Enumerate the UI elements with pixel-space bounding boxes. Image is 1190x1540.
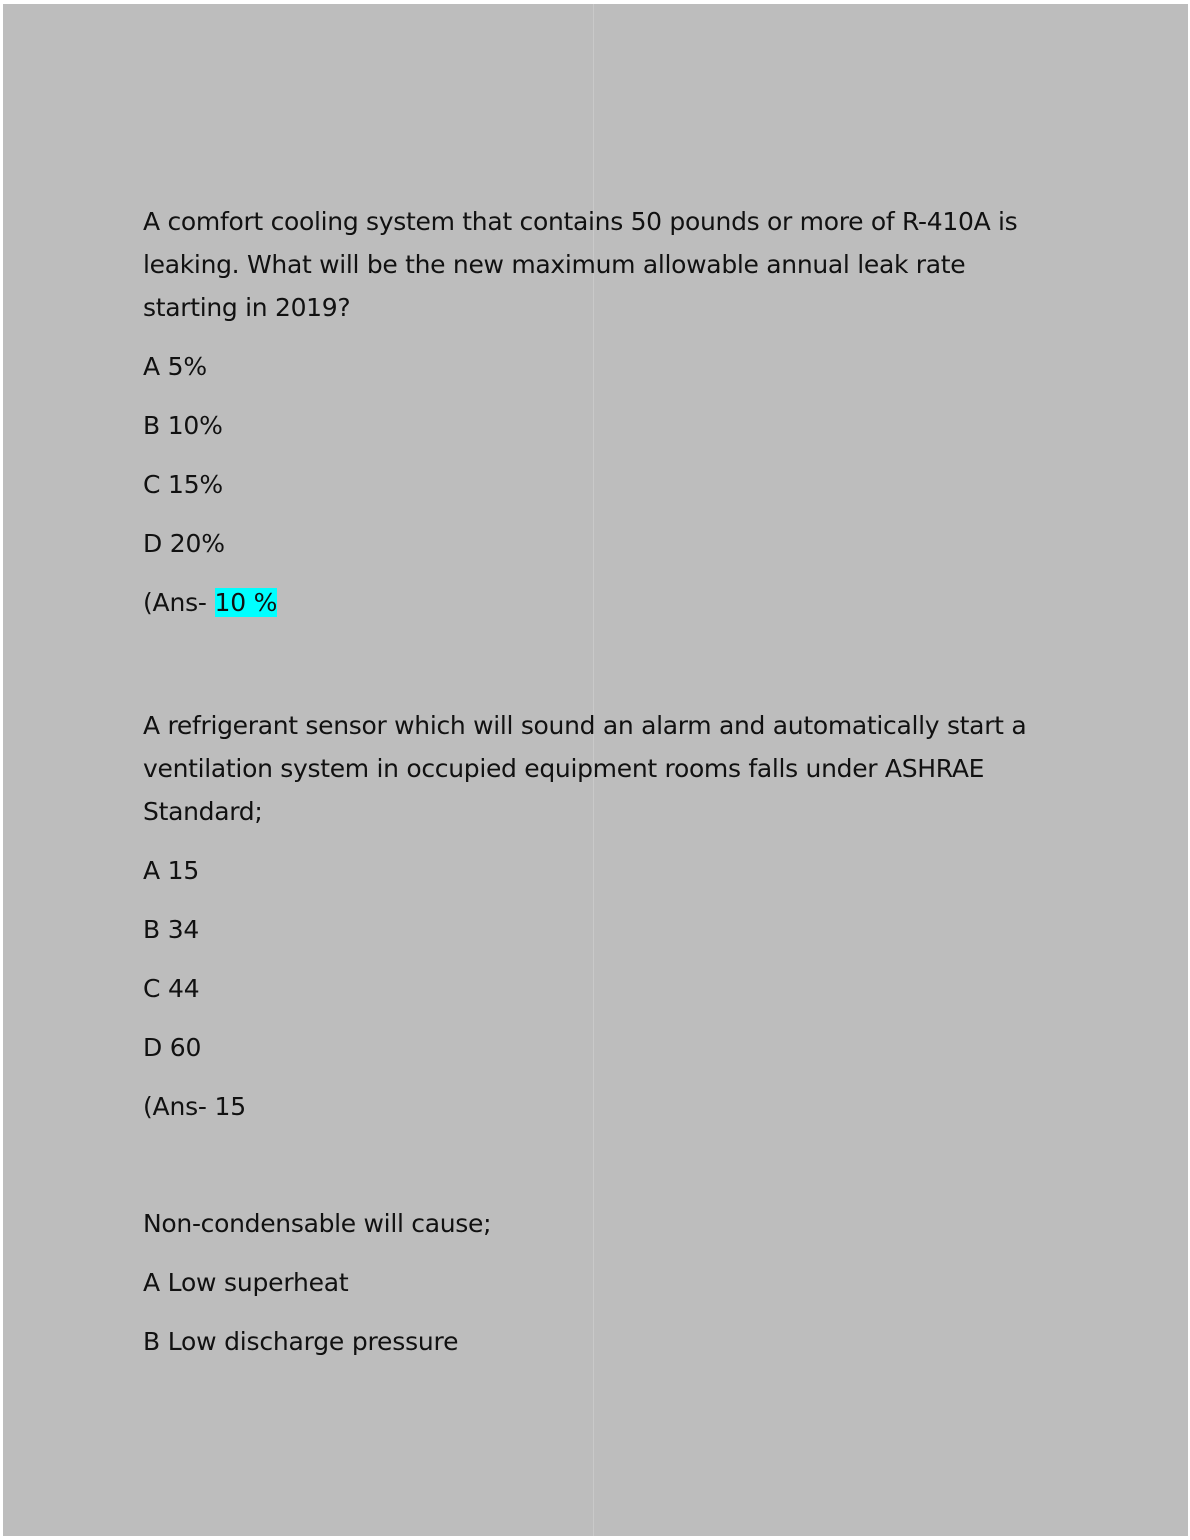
question-1-answer-value-highlighted: 10 % [214, 588, 278, 617]
question-1-answer [143, 573, 1063, 632]
question-1-option-b: B 10% [143, 411, 223, 440]
question-2-text: A refrigerant sensor which will sound an alarm and automatically start a ventilation system in occupied equipment rooms falls under ASHRAE Standard; [143, 711, 1027, 826]
question-1-option-c: C 15% [143, 470, 223, 499]
question-3-options [143, 1253, 1063, 1371]
document-page [3, 4, 1188, 1536]
question-2-option-c: C 44 [143, 974, 200, 1003]
question-2-option-a: A 15 [143, 856, 200, 885]
question-1-text: A comfort cooling system that contains 50 pounds or more of R-410A is leaking. What will be the new maximum allowable annual leak rate starting in 2019? [143, 207, 1018, 322]
question-2-options [143, 841, 1063, 1136]
question-2-answer-value: 15 [214, 1092, 246, 1121]
question-1-options [143, 337, 1063, 632]
question-3-option-a: A Low superheat [143, 1268, 349, 1297]
question-3-text: Non-condensable will cause; [143, 1209, 492, 1238]
question-1-option-a: A 5% [143, 352, 207, 381]
question-block-2 [143, 704, 1063, 1136]
question-2-answer [143, 1077, 1063, 1136]
question-1-option-d: D 20% [143, 529, 225, 558]
document-content [143, 200, 1063, 1371]
question-2-option-d: D 60 [143, 1033, 202, 1062]
question-2-answer-prefix: (Ans- [143, 1092, 215, 1121]
question-3-option-b: B Low discharge pressure [143, 1327, 459, 1356]
question-2-option-b: B 34 [143, 915, 200, 944]
question-1-answer-prefix: (Ans- [143, 588, 215, 617]
question-block-1 [143, 200, 1063, 632]
question-block-3 [143, 1194, 1063, 1371]
